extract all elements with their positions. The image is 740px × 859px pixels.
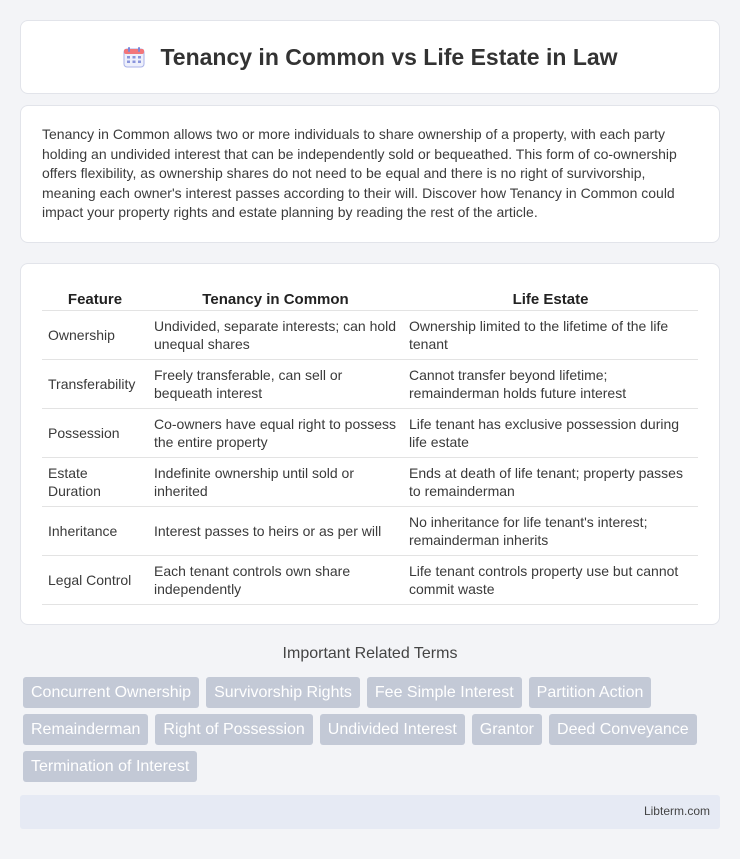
table-row [42,359,698,408]
related-term-tag[interactable]: Deed Conveyance [549,714,697,745]
row-life-estate: Life tenant controls property use but cannot commit waste [403,555,698,604]
row-tenancy-in-common: Freely transferable, can sell or bequeath interest [148,359,403,408]
row-life-estate: Life tenant has exclusive possession during life estate [403,408,698,457]
row-feature: Transferability [42,359,148,408]
row-tenancy-in-common: Each tenant controls own share independently [148,555,403,604]
row-life-estate: Ownership limited to the lifetime of the life tenant [403,310,698,359]
related-term-tag[interactable]: Fee Simple Interest [367,677,522,708]
table-row [42,555,698,604]
header-life-estate: Life Estate [403,284,698,310]
related-terms-title: Important Related Terms [282,645,458,662]
table-header-row [42,284,698,310]
comparison-card [20,263,720,625]
table-row [42,506,698,555]
related-term-tag[interactable]: Concurrent Ownership [23,677,199,708]
header-feature: Feature [42,284,148,310]
row-life-estate: Cannot transfer beyond lifetime; remainderman holds future interest [403,359,698,408]
related-term-tag[interactable]: Termination of Interest [23,751,197,782]
footer [20,795,720,829]
row-tenancy-in-common: Interest passes to heirs or as per will [148,506,403,555]
header-card [20,20,720,94]
calendar-icon [122,45,146,69]
row-feature: Ownership [42,310,148,359]
intro-card [20,105,720,243]
related-term-tag[interactable]: Partition Action [529,677,652,708]
header-tenancy-in-common: Tenancy in Common [148,284,403,310]
related-term-tag[interactable]: Undivided Interest [320,714,465,745]
row-feature: Inheritance [42,506,148,555]
table-row [42,457,698,506]
footer-site-link[interactable]: Libterm.com [643,804,710,818]
row-feature: Possession [42,408,148,457]
related-term-tag[interactable]: Right of Possession [155,714,312,745]
table-row [42,408,698,457]
row-tenancy-in-common: Co-owners have equal right to possess the entire property [148,408,403,457]
comparison-table [42,284,698,605]
row-feature: Legal Control [42,555,148,604]
row-life-estate: No inheritance for life tenant's interest; remainderman inherits [403,506,698,555]
intro-text: Tenancy in Common allows two or more individuals to share ownership of a property, with each party holding an undivided interest that can be independently sold or bequeathed. This form of co-ownership offers flexibility, as ownership shares do not need to be equal and there is no right of survivorship, meaning each owner's interest passes according to their will. Discover how Tenancy in Common could impact your property rights and estate planning by reading the rest of the article. [42,126,677,221]
page-title: Tenancy in Common vs Life Estate in Law [160,43,618,70]
row-tenancy-in-common: Undivided, separate interests; can hold unequal shares [148,310,403,359]
table-row [42,310,698,359]
related-term-tag[interactable]: Grantor [472,714,542,745]
row-tenancy-in-common: Indefinite ownership until sold or inherited [148,457,403,506]
row-feature: Estate Duration [42,457,148,506]
related-term-tag[interactable]: Survivorship Rights [206,677,360,708]
related-term-tag[interactable]: Remainderman [23,714,148,745]
row-life-estate: Ends at death of life tenant; property passes to remainderman [403,457,698,506]
related-terms-list [23,677,723,788]
